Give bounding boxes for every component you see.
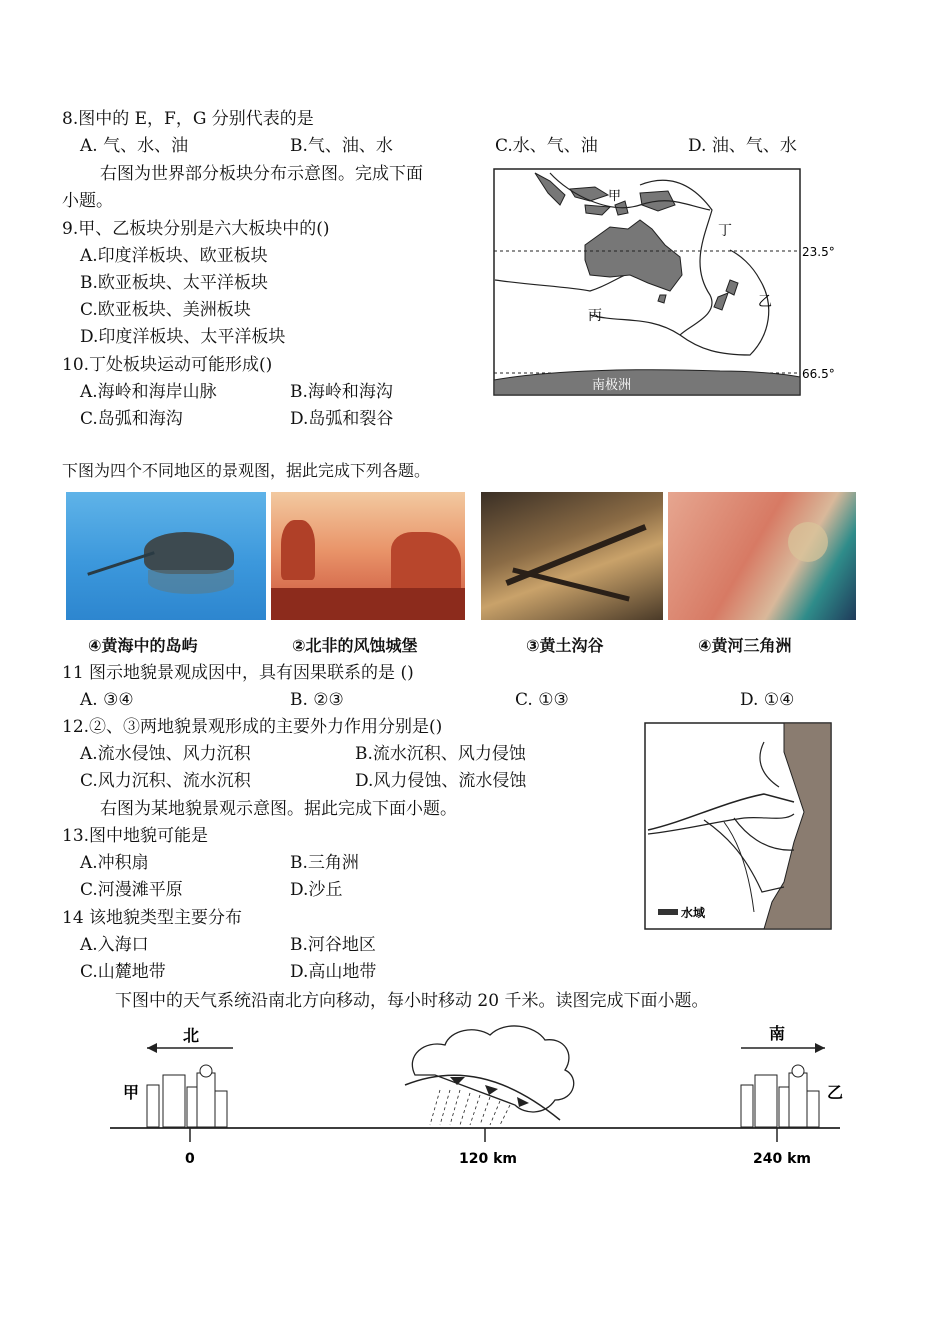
q14-option-a[interactable]: A.入海口 [80,935,149,955]
q13-option-d[interactable]: D.沙丘 [290,880,343,900]
q8-option-a[interactable]: A. 气、水、油 [80,136,189,156]
caption-photo-2: ②北非的风蚀城堡 [292,636,418,655]
weather-diagram [105,1015,845,1175]
photo-yellow-river-delta [668,492,856,620]
photo-loess-gully [481,492,663,620]
plate-label-ding: 丁 [718,223,732,239]
q11-option-a[interactable]: A. ③④ [80,690,134,710]
caption-photo-4: ④黄河三角洲 [698,636,792,655]
q10-option-b[interactable]: B.海岭和海沟 [290,382,393,402]
arrow-north-icon [147,1043,157,1053]
q9-option-b[interactable]: B.欧亚板块、太平洋板块 [80,273,268,293]
distance-240: 240 km [753,1151,811,1167]
q12-option-c[interactable]: C.风力沉积、流水沉积 [80,771,251,791]
antarctica-label: 南极洲 [592,378,632,393]
q10-option-c[interactable]: C.岛弧和海沟 [80,409,183,429]
q11-option-c[interactable]: C. ①③ [515,690,569,710]
plate-map [490,165,840,400]
q11-option-d[interactable]: D. ①④ [740,690,795,710]
arrow-south-icon [815,1043,825,1053]
q12-option-a[interactable]: A.流水侵蚀、风力沉积 [80,744,251,764]
q9-option-d[interactable]: D.印度洋板块、太平洋板块 [80,327,286,347]
city-yi-buildings-icon [741,1065,819,1127]
q13-option-a[interactable]: A.冲积扇 [80,853,149,873]
q10-stem: 10.丁处板块运动可能形成() [62,355,273,375]
q8-option-d[interactable]: D. 油、气、水 [688,136,797,156]
photo-yellow-sea-island [66,492,266,620]
plate-label-yi: 乙 [758,294,772,310]
plate-label-jia: 甲 [608,189,622,204]
landform-diagram [644,722,834,932]
q12-option-b[interactable]: B.流水沉积、风力侵蚀 [355,744,526,764]
q11-stem: 11 图示地貌景观成因中，具有因果联系的是 () [62,663,414,683]
q14-option-c[interactable]: C.山麓地带 [80,962,166,982]
plates-intro-line2: 小题。 [62,191,113,211]
q9-option-c[interactable]: C.欧亚板块、美洲板块 [80,300,251,320]
cloud-front-icon [405,1026,574,1125]
q8-option-b[interactable]: B.气、油、水 [290,136,393,156]
landform-intro: 右图为某地貌景观示意图。据此完成下面小题。 [100,799,457,819]
city-yi-label: 乙 [827,1083,844,1102]
plates-intro-line1: 右图为世界部分板块分布示意图。完成下面 [100,164,423,184]
distance-0: 0 [185,1151,195,1167]
q10-option-a[interactable]: A.海岭和海岸山脉 [80,382,217,402]
q8-option-c[interactable]: C.水、气、油 [495,136,598,156]
q13-stem: 13.图中地貌可能是 [62,826,209,846]
weather-intro: 下图中的天气系统沿南北方向移动，每小时移动 20 千米。读图完成下面小题。 [115,991,709,1011]
photo-north-africa-castle [271,492,465,620]
landscape-intro: 下图为四个不同地区的景观图，据此完成下列各题。 [62,461,431,480]
lat-66-5-label: 66.5° [802,367,835,381]
q11-option-b[interactable]: B. ②③ [290,690,344,710]
q8-stem: 8.图中的 E，F，G 分别代表的是 [62,109,314,129]
q14-option-d[interactable]: D.高山地带 [290,962,377,982]
landform-legend-water: 水域 [681,906,706,920]
caption-photo-1: ④黄海中的岛屿 [88,636,198,655]
q12-stem: 12.②、③两地貌景观形成的主要外力作用分别是() [62,717,443,737]
q9-stem: 9.甲、乙板块分别是六大板块中的() [62,219,330,239]
city-jia-buildings-icon [147,1065,227,1127]
lat-23-5-label: 23.5° [802,245,835,259]
q13-option-b[interactable]: B.三角洲 [290,853,359,873]
q12-option-d[interactable]: D.风力侵蚀、流水侵蚀 [355,771,527,791]
q14-stem: 14 该地貌类型主要分布 [62,908,243,928]
plate-label-bing: 丙 [588,308,602,324]
south-label: 南 [769,1024,786,1043]
q14-option-b[interactable]: B.河谷地区 [290,935,376,955]
q13-option-c[interactable]: C.河漫滩平原 [80,880,183,900]
distance-120: 120 km [459,1151,517,1167]
north-label: 北 [183,1026,200,1045]
q10-option-d[interactable]: D.岛弧和裂谷 [290,409,394,429]
q9-option-a[interactable]: A.印度洋板块、欧亚板块 [80,246,268,266]
city-jia-label: 甲 [123,1083,140,1102]
caption-photo-3: ③黄土沟谷 [526,636,604,655]
